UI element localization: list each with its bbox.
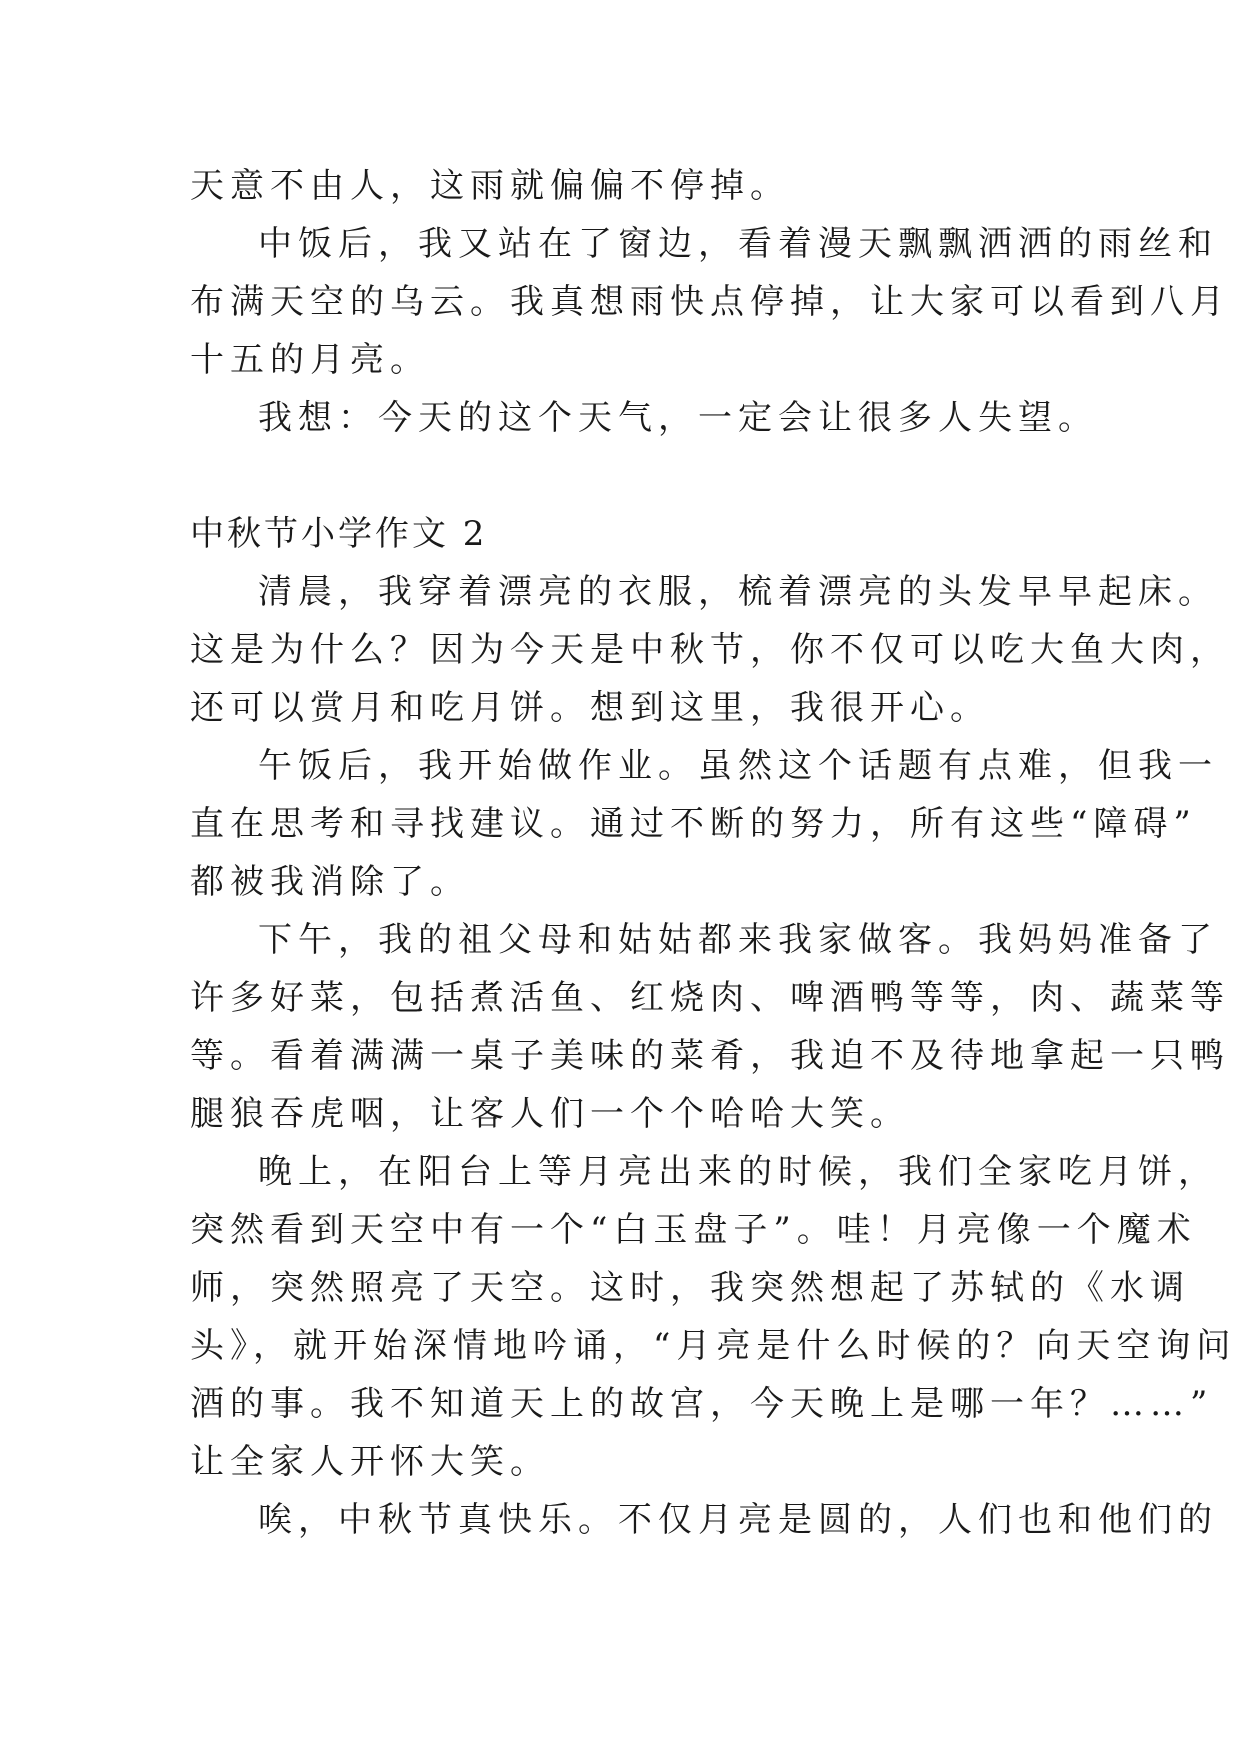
text-line: 这是为什么？因为今天是中秋节，你不仅可以吃大鱼大肉， bbox=[190, 630, 1230, 670]
paragraph-start-line: 下午，我的祖父母和姑姑都来我家做客。我妈妈准备了 bbox=[258, 920, 1218, 960]
paragraph-start-line: 午饭后，我开始做作业。虽然这个话题有点难，但我一 bbox=[258, 746, 1218, 786]
paragraph-start-line: 我想：今天的这个天气，一定会让很多人失望。 bbox=[258, 398, 1098, 438]
text-line: 酒的事。我不知道天上的故宫，今天晚上是哪一年？……” bbox=[190, 1384, 1214, 1424]
paragraph-start-line: 中饭后，我又站在了窗边，看着漫天飘飘洒洒的雨丝和 bbox=[258, 224, 1218, 264]
text-line: 师，突然照亮了天空。这时，我突然想起了苏轼的《水调 bbox=[190, 1268, 1190, 1308]
text-line: 都被我消除了。 bbox=[190, 862, 470, 902]
text-line: 让全家人开怀大笑。 bbox=[190, 1442, 550, 1482]
text-line: 头》，就开始深情地吟诵，“月亮是什么时候的？向天空询问 bbox=[190, 1326, 1237, 1366]
text-line: 直在思考和寻找建议。通过不断的努力，所有这些“障碍” bbox=[190, 804, 1197, 844]
paragraph-start-line: 晚上，在阳台上等月亮出来的时候，我们全家吃月饼， bbox=[258, 1152, 1218, 1192]
text-line: 腿狼吞虎咽，让客人们一个个哈哈大笑。 bbox=[190, 1094, 910, 1134]
text-line: 布满天空的乌云。我真想雨快点停掉，让大家可以看到八月 bbox=[190, 282, 1230, 322]
text-line: 许多好菜，包括煮活鱼、红烧肉、啤酒鸭等等，肉、蔬菜等 bbox=[190, 978, 1230, 1018]
text-line: 天意不由人，这雨就偏偏不停掉。 bbox=[190, 166, 790, 206]
text-line: 等。看着满满一桌子美味的菜肴，我迫不及待地拿起一只鸭 bbox=[190, 1036, 1230, 1076]
paragraph-start-line: 唉，中秋节真快乐。不仅月亮是圆的，人们也和他们的 bbox=[258, 1500, 1218, 1540]
paragraph-start-line: 清晨，我穿着漂亮的衣服，梳着漂亮的头发早早起床。 bbox=[258, 572, 1218, 612]
text-line: 突然看到天空中有一个“白玉盘子”。哇！月亮像一个魔术 bbox=[190, 1210, 1197, 1250]
text-line: 还可以赏月和吃月饼。想到这里，我很开心。 bbox=[190, 688, 990, 728]
section-heading: 中秋节小学作文 2 bbox=[190, 514, 488, 554]
text-line: 十五的月亮。 bbox=[190, 340, 430, 380]
